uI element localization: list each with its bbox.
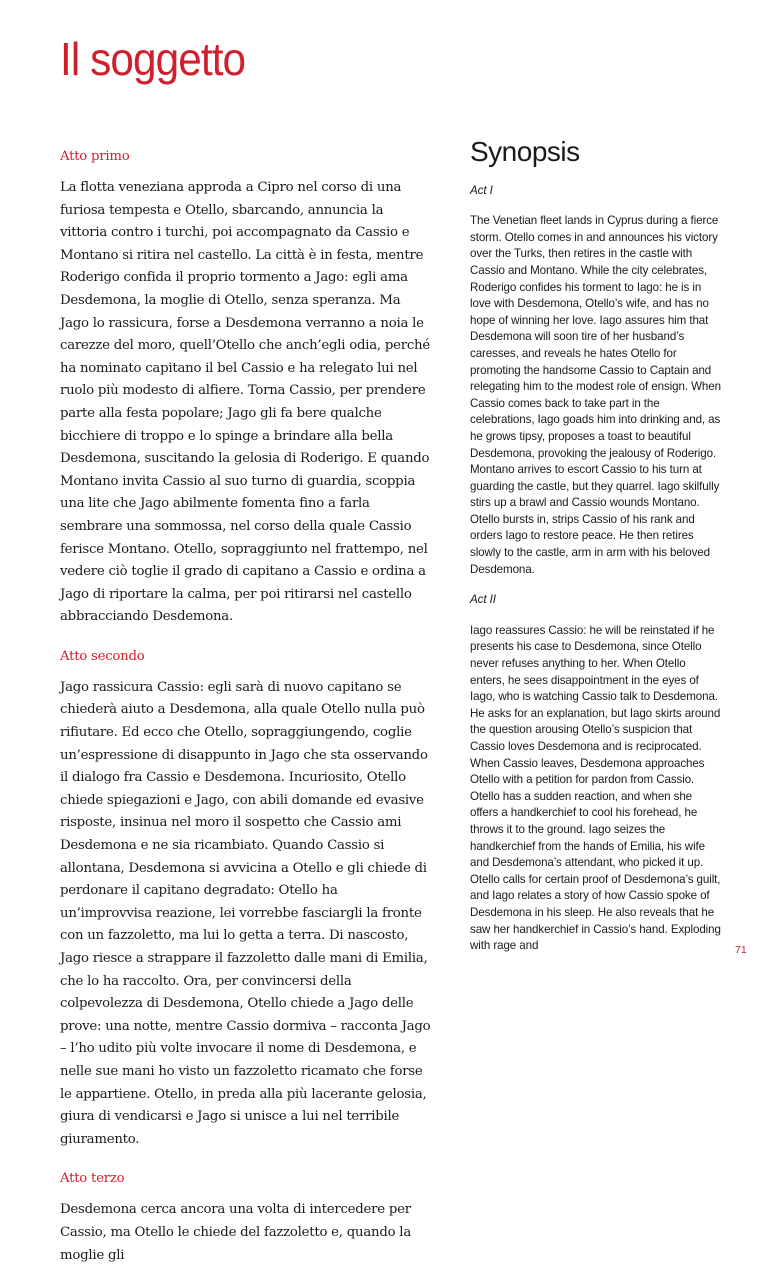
english-column xyxy=(470,136,722,969)
act2-heading-it: Atto secondo xyxy=(60,648,145,664)
act1-text-en: The Venetian fleet lands in Cyprus during a fierce storm. Otello comes in and announces his victory over the Turks, then retires in the castle with Cassio and Montano. While the city celebrates, Roderigo confides his torment to Iago: he is in love with Desdemona, Otello’s wife, and has no hope of winning her love. Iago assures him that Desdemona will soon tire of her husband’s caresses, and reveals he hates Otello for promoting the handsome Cassio to Captain and relegating him to the modest role of ensign. When Cassio comes back to take part in the celebrations, Iago goads him into drinking and, as he grows tipsy, proposes a toast to beautiful Desdemona, provoking the jealousy of Roderigo. Montano arrives to escort Cassio to his turn at guarding the castle, but they quarrel. Iago skilfully stirs up a brawl and Cassio wounds Montano. Otello bursts in, strips Cassio of his rank and orders Iago to restore peace. He then retires slowly to the castle, arm in arm with his beloved Desdemona. xyxy=(470,214,721,576)
act1-heading-en: Act I xyxy=(470,183,493,197)
synopsis-heading: Synopsis xyxy=(470,136,580,167)
act3-text-it: Desdemona cerca ancora una volta di intercedere per Cassio, ma Otello le chiede del fazzoletto e, quando la moglie gli xyxy=(60,1202,411,1263)
page-number: 71 xyxy=(735,944,747,956)
act1-text-it: La flotta veneziana approda a Cipro nel corso di una furiosa tempesta e Otello, sbarcando, annuncia la vittoria contro i turchi, poi accompagnato da Cassio e Montano si ritira nel castello. La città è in festa, mentre Roderigo confida il proprio tormento a Jago: egli ama Desdemona, la moglie di Otello, senza speranza. Ma Jago lo rassicura, forse a Desdemona verranno a noia le carezze del moro, quell’Otello che anch’egli odia, perché ha nominato capitano il bel Cassio e ha relegato lui nel ruolo più modesto di alfiere. Torna Cassio, per prendere parte alla festa popolare; Jago gli fa bere qualche bicchiere di troppo e lo spinge a brindare alla bella Desdemona, suscitando la gelosia di Roderigo. E quando Montano invita Cassio al suo turno di guardia, scoppia una lite che Jago abilmente fomenta fino a farla sembrare una sommossa, nel corso della quale Cassio ferisce Montano. Otello, sopraggiunto nel frattempo, nel vedere ciò toglie il grado di capitano a Cassio e ordina a Jago di riportare la calma, per poi ritirarsi nel castello abbracciando Desdemona. xyxy=(60,180,430,625)
page-title: Il soggetto xyxy=(60,33,246,85)
italian-column xyxy=(60,146,432,1267)
act2-text-en: Iago reassures Cassio: he will be reinstated if he presents his case to Desdemona, since Otello never refuses anything to her. When Otello enters, he sees disappointment in the eyes of Iago, who is watching Cassio talk to Desdemona. He asks for an explanation, but Iago skirts around the question arousing Otello’s suspicion that Cassio loves Desdemona and is reciprocated. When Cassio leaves, Desdemona approaches Otello with a petition for pardon from Cassio. Otello has a sudden reaction, and when she offers a handkerchief to cool his forehead, he throws it to the ground. Iago seizes the handkerchief from the hands of Emilia, his wife and Desdemona’s attendant, who picked it up. Otello calls for certain proof of Desdemona’s guilt, and Iago relates a story of how Cassio spoke of Desdemona in his sleep. He also reveals that he saw her handkerchief in Cassio’s hand. Exploding with rage and xyxy=(470,623,721,953)
act1-heading-it: Atto primo xyxy=(60,149,130,164)
act3-heading-it: Atto terzo xyxy=(60,1171,125,1187)
act2-heading-en: Act II xyxy=(470,593,496,607)
act2-text-it: Jago rassicura Cassio: egli sarà di nuovo capitano se chiederà aiuto a Desdemona, alla quale Otello nulla può rifiutare. Ed ecco che Otello, sopraggiungendo, coglie un’espressione di disappunto in Jago che sta osservando il dialogo fra Cassio e Desdemona. Incuriosito, Otello chiede spiegazioni e Jago, con abili domande ed evasive risposte, insinua nel moro il sospetto che Cassio ami Desdemona e ne sia ricambiato. Quando Cassio si allontana, Desdemona si avvicina a Otello e gli chiede di perdonare il capitano degradato: Otello ha un’improvvisa reazione, lei vorrebbe fasciargli la fronte con un fazzoletto, ma lui lo getta a terra. Di nascosto, Jago riesce a strappare il fazzoletto dalle mani di Emilia, che lo ha raccolto. Ora, per convincersi della colpevolezza di Desdemona, Otello chiede a Jago delle prove: una notte, mentre Cassio dormiva – racconta Jago – l’ho udito più volte invocare il nome di Desdemona, e nelle sue mani ho visto un fazzoletto ricamato che forse le appartiene. Otello, in preda alla più lacerante gelosia, giura di vendicarsi e Jago si unisce a lui nel terribile giuramento. xyxy=(60,679,431,1147)
